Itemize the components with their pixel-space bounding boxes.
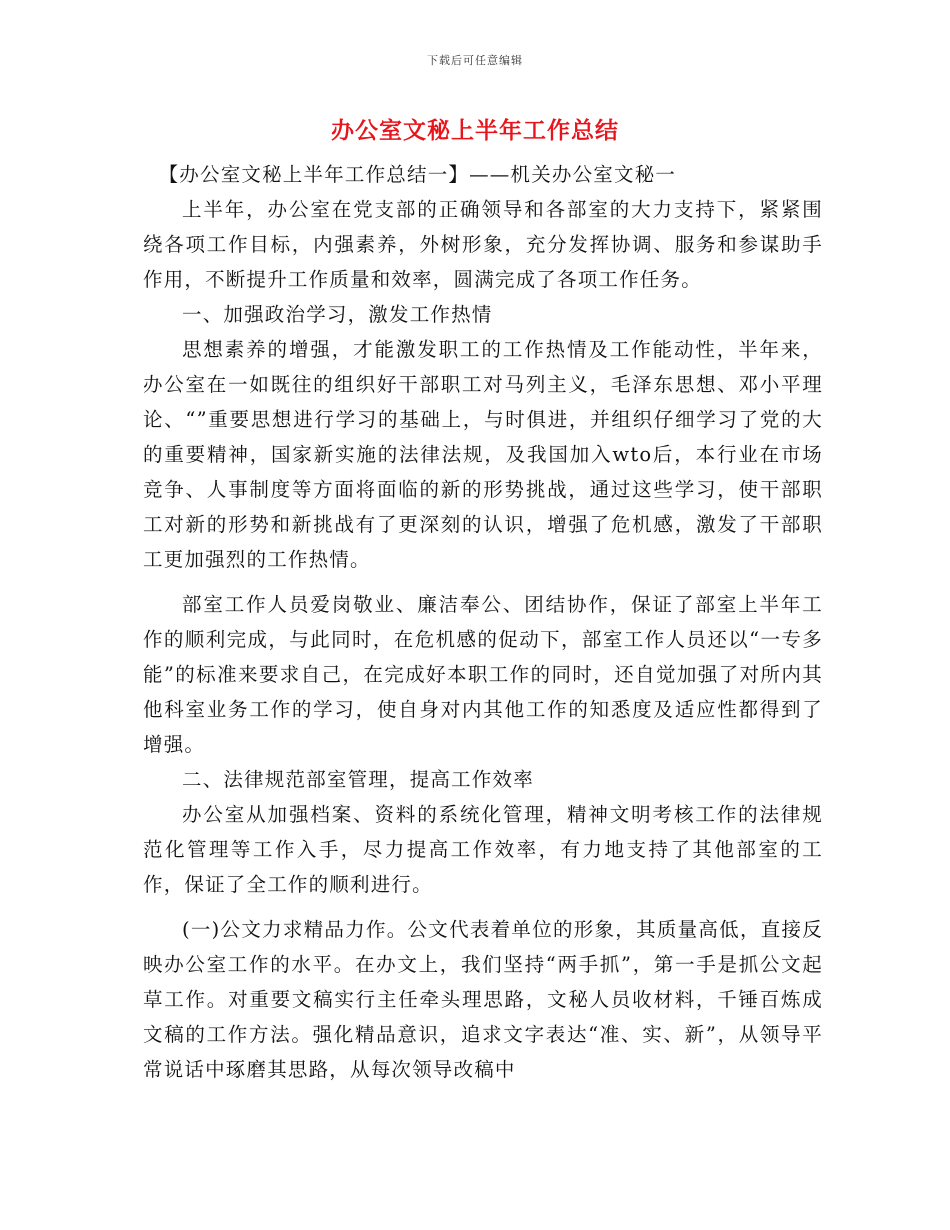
header-note: 下载后可任意编辑 xyxy=(427,54,523,67)
paragraph-management: 办公室从加强档案、资料的系统化管理，精神文明考核工作的法律规范化管理等工作入手，尽力提高工作效率，有力地支持了其他部室的工作，保证了全工作的顺利进行。 xyxy=(143,803,823,896)
paragraph-documents: (一)公文力求精品力作。公文代表着单位的形象，其质量高低，直接反映办公室工作的水平。在办文上，我们坚持“两手抓”，第一手是抓公文起草工作。对重要文稿实行主任牵头理思路，文秘人员收材料，千锤百炼成文稿的工作方法。强化精品意识，追求文字表达“准、实、新”，从领导平常说话中琢磨其思路，从每次领导改稿中 xyxy=(143,918,823,1081)
document-title: 办公室文秘上半年工作总结 xyxy=(331,118,619,144)
document-body xyxy=(143,157,823,1087)
paragraph-intro: 上半年，办公室在党支部的正确领导和各部室的大力支持下，紧紧围绕各项工作目标，内强素养，外树形象，充分发挥协调、服务和参谋助手作用，不断提升工作质量和效率，圆满完成了各项工作任务。 xyxy=(143,198,823,291)
paragraph-political-study: 思想素养的增强，才能激发职工的工作热情及工作能动性，半年来，办公室在一如既往的组织好干部职工对马列主义，毛泽东思想、邓小平理论、“”重要思想进行学习的基础上，与时俱进，并组织仔细学习了党的大的重要精神，国家新实施的法律法规，及我国加入wto后，本行业在市场竞争、人事制度等方面将面临的新的形势挑战，通过这些学习，使干部职工对新的形势和新挑战有了更深刻的认识，增强了危机感，激发了干部职工更加强烈的工作热情。 xyxy=(143,338,823,571)
section-heading-2: 二、法律规范部室管理，提高工作效率 xyxy=(182,768,534,791)
section-heading-1: 一、加强政治学习，激发工作热情 xyxy=(182,303,493,326)
section-subtitle: 【办公室文秘上半年工作总结一】——机关办公室文秘一 xyxy=(158,163,677,186)
paragraph-staff-work: 部室工作人员爱岗敬业、廉洁奉公、团结协作，保证了部室上半年工作的顺利完成，与此同时，在危机感的促动下，部室工作人员还以“一专多能”的标准来要求自己，在完成好本职工作的同时，还自觉加强了对所内其他科室业务工作的学习，使自身对内其他工作的知悉度及适应性都得到了增强。 xyxy=(143,593,823,756)
